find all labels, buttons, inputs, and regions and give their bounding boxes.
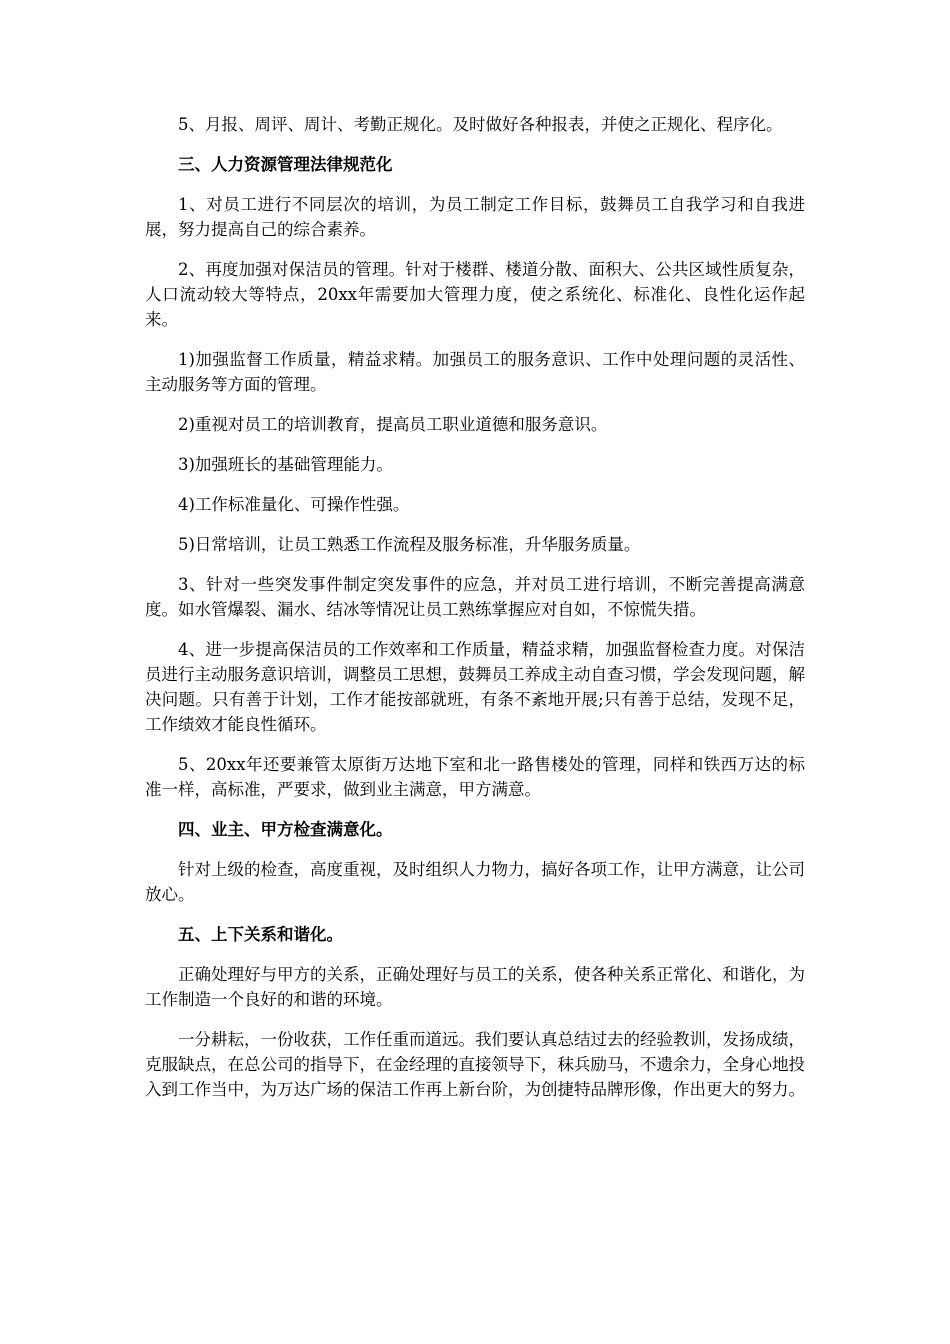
paragraph-item-5-wanda: 5、20xx年还要兼管太原街万达地下室和北一路售楼处的管理，同样和铁西万达的标准一样，高标准，严要求，做到业主满意，甲方满意。 <box>145 755 805 799</box>
paragraph-item-4-efficiency: 4、进一步提高保洁员的工作效率和工作质量，精益求精，加强监督检查力度。对保洁员进行主动服务意识培训，调整员工思想，鼓舞员工养成主动自查习惯，学会发现问题，解决问题。只有善于计划，工作才能按部就班，有条不紊地开展;只有善于总结，发现不足，工作绩效才能良性循环。 <box>145 640 805 734</box>
paragraph-inspection: 针对上级的检查，高度重视，及时组织人力物力，搞好各项工作，让甲方满意，让公司放心。 <box>145 860 805 904</box>
paragraph-subitem-1: 1)加强监督工作质量，精益求精。加强员工的服务意识、工作中处理问题的灵活性、主动服务等方面的管理。 <box>145 350 805 394</box>
paragraph-conclusion: 一分耕耘，一份收获，工作任重而道远。我们要认真总结过去的经验教训，发扬成绩，克服缺点，在总公司的指导下，在金经理的直接领导下，秣兵励马，不遗余力，全身心地投入到工作当中，为万达广场的保洁工作再上新台阶，为创捷特品牌形像，作出更大的努力。 <box>145 1030 805 1099</box>
paragraph-subitem-4: 4)工作标准量化、可操作性强。 <box>178 495 410 514</box>
paragraph-subitem-3: 3)加强班长的基础管理能力。 <box>178 455 393 474</box>
document-body <box>145 112 805 1117</box>
paragraph-item-3-emergency: 3、针对一些突发事件制定突发事件的应急，并对员工进行培训，不断完善提高满意度。如水管爆裂、漏水、结冰等情况让员工熟练掌握应对自如，不惊慌失措。 <box>145 575 805 619</box>
section-heading-3: 三、人力资源管理法律规范化 <box>178 155 393 174</box>
section-heading-4: 四、业主、甲方检查满意化。 <box>178 820 393 839</box>
paragraph-relations: 正确处理好与甲方的关系，正确处理好与员工的关系，使各种关系正常化、和谐化，为工作制造一个良好的和谐的环境。 <box>145 965 805 1009</box>
paragraph-subitem-5: 5)日常培训，让员工熟悉工作流程及服务标准，升华服务质量。 <box>178 535 641 554</box>
paragraph-subitem-2: 2)重视对员工的培训教育，提高员工职业道德和服务意识。 <box>178 415 608 434</box>
paragraph-item-2-cleaner-management: 2、再度加强对保洁员的管理。针对于楼群、楼道分散、面积大、公共区域性质复杂，人口流动较大等特点，20xx年需要加大管理力度，使之系统化、标准化、良性化运作起来。 <box>145 260 805 329</box>
section-heading-5: 五、上下关系和谐化。 <box>178 925 343 944</box>
paragraph-item-5-reports: 5、月报、周评、周计、考勤正规化。及时做好各种报表，并使之正规化、程序化。 <box>178 115 783 134</box>
paragraph-item-1-training: 1、对员工进行不同层次的培训，为员工制定工作目标，鼓舞员工自我学习和自我进展，努力提高自己的综合素养。 <box>145 195 805 239</box>
